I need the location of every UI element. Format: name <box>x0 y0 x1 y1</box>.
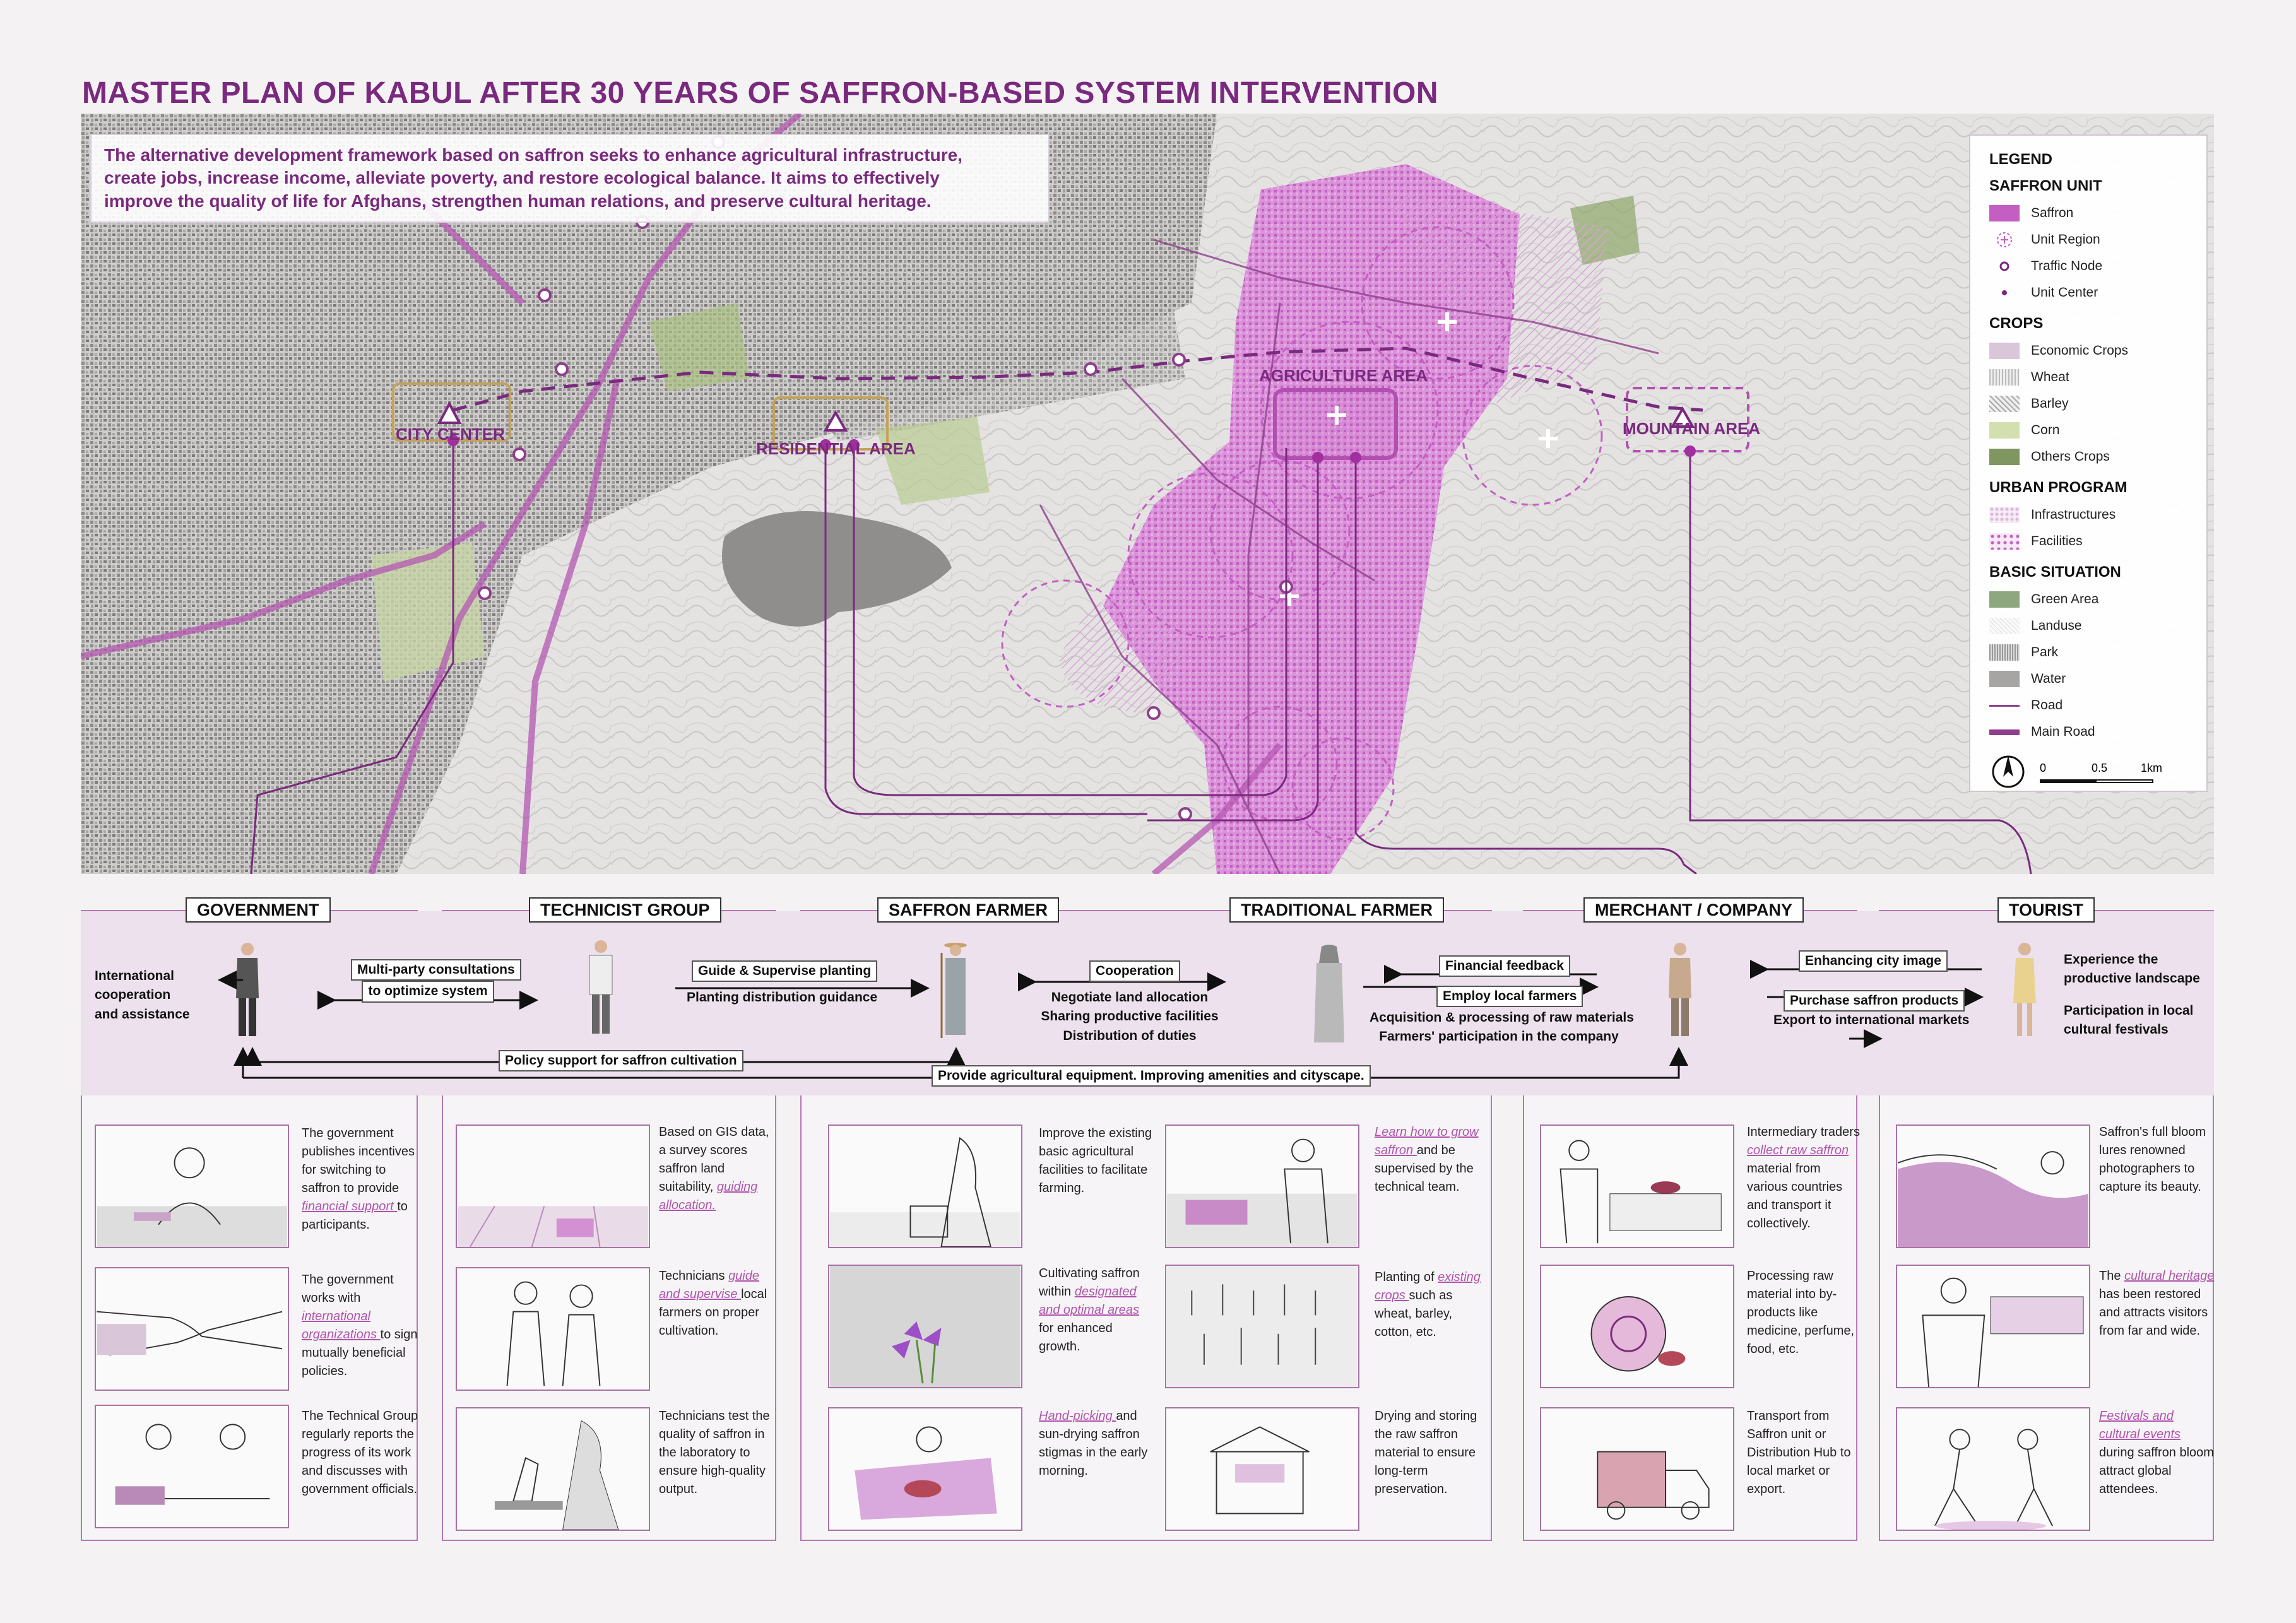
tourist-text <box>2064 950 2200 1040</box>
tourist-card-text <box>2099 1123 2216 1196</box>
kabul-master-plan-map <box>81 114 2214 874</box>
card-text: material from various countries and transport it collectively. <box>1747 1162 1843 1231</box>
label-mountain-area: MOUNTAIN AREA <box>1623 419 1761 438</box>
employ-text <box>1436 986 1583 1007</box>
barley-swatch <box>1989 396 2020 412</box>
relation-line: cultural festivals <box>2064 1022 2169 1037</box>
cooperation-text <box>1089 960 1180 982</box>
legend-item <box>1989 417 2187 444</box>
export-text: Export to international markets <box>1773 1013 1970 1027</box>
relation-line: productive landscape <box>2064 971 2200 986</box>
landuse-swatch <box>1989 618 2020 634</box>
road-swatch <box>1989 697 2020 714</box>
main-road-swatch <box>1989 724 2020 740</box>
scale-label: 0.5 <box>2092 762 2108 774</box>
card-text: Technicians <box>659 1269 729 1283</box>
cooperation-items <box>1035 988 1224 1046</box>
legend-title: LEGEND <box>1989 151 2053 168</box>
relation-line: Multi-party consultations <box>351 959 521 981</box>
legend-section-title: SAFFRON UNIT <box>1989 177 2102 194</box>
legend-label: Park <box>2031 645 2059 659</box>
intro-text <box>90 134 1050 223</box>
legend-label: Economic Crops <box>2031 343 2129 358</box>
legend-item <box>1989 253 2187 280</box>
relation-line: cooperation <box>95 988 171 1003</box>
traditional-farmer-card-text <box>1375 1407 1491 1499</box>
tourist-card-image <box>1896 1265 2090 1388</box>
tourist-card-image <box>1896 1407 2090 1531</box>
relation-line: Sharing productive facilities <box>1041 1009 1219 1024</box>
legend-item <box>1989 227 2187 253</box>
card-highlight: guiding allocation. <box>659 1180 758 1212</box>
map-graphic <box>81 114 2214 874</box>
intro-line: improve the quality of life for Afghans, strengthen human relations, and preserve cultural heritage. <box>104 191 932 211</box>
merchant-card-text <box>1747 1123 1864 1233</box>
traditional-farmer-card-image <box>1165 1407 1359 1531</box>
legend-item <box>1989 719 2187 745</box>
legend-item <box>1989 639 2187 666</box>
legend-item <box>1989 280 2187 306</box>
legend-label: Infrastructures <box>2031 507 2116 522</box>
relation-line: Employ local farmers <box>1436 986 1583 1007</box>
card-text: local farmers on proper cultivation. <box>659 1287 767 1338</box>
merchant-figure-icon <box>1661 940 1699 1041</box>
traditional-farmer-card-text <box>1375 1268 1491 1342</box>
merchant-card-text <box>1747 1407 1864 1499</box>
card-highlight: collect raw saffron <box>1747 1143 1849 1157</box>
card-highlight: designated and optimal areas <box>1039 1285 1139 1317</box>
saffron-farmer-card-image <box>828 1265 1022 1388</box>
card-highlight: Hand-picking <box>1039 1409 1116 1423</box>
tech-card-text <box>659 1407 776 1499</box>
corn-swatch <box>1989 422 2020 439</box>
legend-label: Road <box>2031 698 2063 712</box>
relation-line: Distribution of duties <box>1063 1028 1197 1043</box>
card-text: for enhanced growth. <box>1039 1321 1113 1354</box>
card-text: The <box>2099 1269 2125 1283</box>
intro-line: create jobs, increase income, alleviate poverty, and restore ecological balance. It aims to effectively <box>104 168 940 188</box>
card-text: during saffron bloom attract global attendees. <box>2099 1446 2214 1496</box>
planting-guidance-text: Planting distribution guidance <box>687 990 878 1005</box>
gov-card-image <box>95 1405 289 1528</box>
saffron-farmer-figure-icon <box>937 940 974 1041</box>
tourist-card-image <box>1896 1124 2090 1248</box>
relation-line: Financial feedback <box>1439 955 1570 977</box>
green-area-swatch <box>1989 591 2020 608</box>
saffron-farmer-card-text <box>1039 1265 1156 1356</box>
legend-section-title: URBAN PROGRAM <box>1989 479 2127 496</box>
label-government: GOVERNMENT <box>186 897 331 923</box>
legend-label: Unit Region <box>2031 232 2100 247</box>
legend-label: Others Crops <box>2031 449 2110 464</box>
legend-item <box>1989 666 2187 692</box>
enhancing-text <box>1799 950 1948 972</box>
traditional-farmer-card-image <box>1165 1124 1359 1248</box>
merchant-card-image <box>1540 1407 1734 1531</box>
gov-card-image <box>95 1267 289 1391</box>
legend-item <box>1989 613 2187 639</box>
relation-line: Participation in local <box>2064 1003 2194 1018</box>
legend-item <box>1989 338 2187 364</box>
card-text: Technicians test the quality of saffron in the laboratory to ensure high-quality output. <box>659 1409 770 1496</box>
gov-card-image <box>95 1124 289 1248</box>
legend <box>1969 134 2208 792</box>
relation-line: Provide agricultural equipment. Improving amenities and cityscape. <box>932 1065 1371 1087</box>
tech-card-image <box>456 1267 650 1391</box>
purchase-text <box>1784 990 1965 1012</box>
card-text: and sun-drying saffron stigmas in the early morning. <box>1039 1409 1148 1478</box>
relation-line: Guide & Supervise planting <box>692 960 877 982</box>
facilities-swatch <box>1989 533 2020 550</box>
park-swatch <box>1989 644 2020 661</box>
government-figure-icon <box>228 940 266 1041</box>
traditional-farmer-card-text <box>1375 1123 1491 1196</box>
water-swatch <box>1989 671 2020 687</box>
card-text: The government works with <box>302 1273 394 1305</box>
saffron-swatch <box>1989 205 2020 221</box>
merchant-card-image <box>1540 1265 1734 1388</box>
saffron-farmer-card-image <box>828 1124 1022 1248</box>
card-highlight: cultural heritage <box>2124 1269 2215 1283</box>
card-text: Saffron's full bloom lures renowned photographers to capture its beauty. <box>2099 1125 2206 1194</box>
relation-line: Experience the <box>2064 952 2158 967</box>
relation-line: Policy support for saffron cultivation <box>499 1050 743 1071</box>
relation-line: Negotiate land allocation <box>1051 990 1209 1005</box>
merchant-card-image <box>1540 1124 1734 1248</box>
legend-label: Unit Center <box>2031 285 2098 300</box>
label-merchant-company: MERCHANT / COMPANY <box>1583 897 1804 923</box>
saffron-farmer-card-text <box>1039 1124 1156 1198</box>
scale-bar <box>1989 753 2187 791</box>
legend-label: Traffic Node <box>2031 259 2103 273</box>
card-text: Processing raw material into by-products like medicine, perfume, food, etc. <box>1747 1269 1855 1356</box>
card-text: Intermediary traders <box>1747 1125 1860 1139</box>
infrastructures-swatch <box>1989 507 2020 523</box>
card-text: Transport from Saffron unit or Distribution Hub to local market or export. <box>1747 1409 1851 1496</box>
tech-card-image <box>456 1124 650 1248</box>
legend-item <box>1989 528 2187 555</box>
saffron-farmer-card-text <box>1039 1407 1156 1480</box>
legend-label: Wheat <box>2031 370 2069 384</box>
card-text: such as wheat, barley, cotton, etc. <box>1375 1289 1453 1339</box>
policy-text <box>499 1050 743 1071</box>
legend-section-title: CROPS <box>1989 315 2044 332</box>
merchant-card-text <box>1747 1267 1864 1359</box>
gov-intl-text <box>95 967 190 1024</box>
card-highlight: Learn how to grow saffron <box>1375 1125 1479 1157</box>
gov-card-text <box>302 1407 418 1499</box>
legend-item <box>1989 200 2187 227</box>
gov-card-text <box>302 1271 418 1381</box>
unit-center-icon <box>1989 285 2020 301</box>
label-residential-area: RESIDENTIAL AREA <box>756 439 916 458</box>
traditional-farmer-figure-icon <box>1310 944 1348 1045</box>
card-highlight: existing crops <box>1375 1270 1481 1302</box>
unit-region-icon <box>1989 232 2020 248</box>
economic-crops-swatch <box>1989 343 2020 359</box>
relation-line: to optimize system <box>362 981 494 1002</box>
label-technicist-group: TECHNICIST GROUP <box>529 897 721 923</box>
card-text: Planting of <box>1375 1270 1438 1284</box>
traffic-node-icon <box>1989 258 2020 274</box>
card-highlight: Festivals and cultural events <box>2099 1409 2181 1441</box>
card-text: to participants. <box>302 1200 408 1232</box>
scale-graphic <box>2040 759 2166 791</box>
card-highlight: international organizations <box>302 1309 381 1342</box>
label-saffron-farmer: SAFFRON FARMER <box>877 897 1059 923</box>
legend-item <box>1989 586 2187 613</box>
legend-label: Water <box>2031 671 2066 686</box>
card-highlight: guide and supervise <box>659 1269 759 1301</box>
acquisition-items <box>1370 1008 1634 1047</box>
card-text: Based on GIS data, a survey scores saffron land suitability, <box>659 1125 769 1194</box>
tech-card-text <box>659 1267 776 1340</box>
relation-line: Purchase saffron products <box>1784 990 1965 1012</box>
label-traditional-farmer: TRADITIONAL FARMER <box>1229 897 1444 923</box>
tourist-figure-icon <box>2006 940 2044 1041</box>
card-text: Drying and storing the raw saffron material to ensure long-term preservation. <box>1375 1409 1477 1496</box>
card-text: The government publishes incentives for switching to saffron to provide <box>302 1126 415 1195</box>
traditional-farmer-card-image <box>1165 1265 1359 1388</box>
tech-card-image <box>456 1407 650 1531</box>
poster-title: MASTER PLAN OF KABUL AFTER 30 YEARS OF SAFFRON-BASED SYSTEM INTERVENTION <box>82 76 1439 110</box>
relation-line: International <box>95 969 175 983</box>
card-highlight: financial support <box>302 1200 398 1213</box>
legend-item <box>1989 364 2187 391</box>
card-text: The Technical Group regularly reports the progress of its work and discusses with government officials. <box>302 1409 418 1496</box>
technicist-figure-icon <box>582 938 620 1039</box>
legend-label: Corn <box>2031 423 2060 437</box>
card-text: and be supervised by the technical team. <box>1375 1143 1474 1194</box>
saffron-farmer-card-image <box>828 1407 1022 1531</box>
card-text: has been restored and attracts visitors from far and wide. <box>2099 1287 2208 1338</box>
relation-line: Enhancing city image <box>1799 950 1948 972</box>
legend-item <box>1989 444 2187 470</box>
legend-item <box>1989 391 2187 417</box>
card-text: Improve the existing basic agricultural facilities to facilitate farming. <box>1039 1126 1152 1195</box>
legend-item <box>1989 692 2187 719</box>
financial-feedback-text <box>1439 955 1570 977</box>
legend-label: Main Road <box>2031 724 2095 739</box>
relation-line: Acquisition & processing of raw materials <box>1370 1010 1634 1025</box>
legend-label: Landuse <box>2031 618 2082 633</box>
relation-line: and assistance <box>95 1006 190 1022</box>
legend-item <box>1989 502 2187 528</box>
scale-label: 0 <box>2040 762 2047 774</box>
card-text: Cultivating saffron within <box>1039 1266 1140 1299</box>
legend-label: Green Area <box>2031 592 2099 606</box>
scale-label: 1km <box>2141 762 2163 774</box>
label-agriculture-area: AGRICULTURE AREA <box>1259 366 1428 385</box>
card-text: to sign mutually beneficial policies. <box>302 1328 418 1378</box>
legend-label: Saffron <box>2031 206 2074 220</box>
equipment-text <box>932 1065 1371 1087</box>
legend-label: Facilities <box>2031 534 2083 548</box>
multi-party-text <box>351 959 515 1003</box>
tourist-card-text <box>2099 1407 2216 1499</box>
other-crops-swatch <box>1989 449 2020 465</box>
label-tourist: TOURIST <box>1997 897 2095 923</box>
legend-section-title: BASIC SITUATION <box>1989 564 2121 581</box>
guide-text <box>692 960 877 982</box>
north-arrow-icon <box>1989 753 2027 791</box>
relation-line: Farmers' participation in the company <box>1379 1029 1619 1044</box>
tech-card-text <box>659 1123 776 1215</box>
relation-line: Cooperation <box>1089 960 1180 982</box>
legend-label: Barley <box>2031 396 2069 411</box>
label-city-center: CITY CENTER <box>396 425 505 444</box>
wheat-swatch <box>1989 369 2020 386</box>
tourist-card-text <box>2099 1267 2216 1340</box>
intro-line: The alternative development framework based on saffron seeks to enhance agricultural infrastructure, <box>104 145 962 165</box>
gov-card-text <box>302 1124 418 1234</box>
